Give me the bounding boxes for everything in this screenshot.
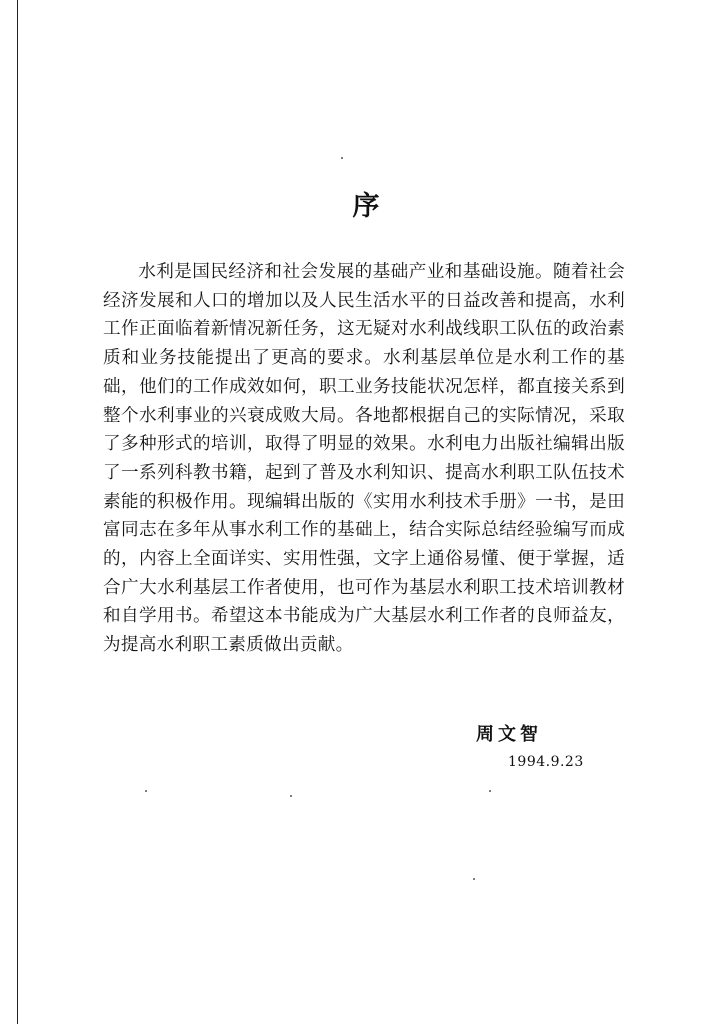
scan-speck xyxy=(473,878,475,880)
scan-speck xyxy=(290,795,292,797)
preface-paragraph: 水利是国民经济和社会发展的基础产业和基础设施。随着社会经济发展和人口的增加以及人民生活水平的日益改善和提高，水利工作正面临着新情况新任务，这无疑对水利战线职工队伍的政治素质和业务技能提出了更高的要求。水利基层单位是水利工作的基础，他们的工作成效如何，职工业务技能状况怎样，都直接关系到整个水利事业的兴衰成败大局。各地都根据自己的实际情况，采取了多种形式的培训，取得了明显的效果。水利电力出版社编辑出版了一系列科教书籍，起到了普及水利知识、提高水利职工队伍技术素能的积极作用。现编辑出版的《实用水利技术手册》一书，是田富同志在多年从事水利工作的基础上，结合实际总结经验编写而成的，内容上全面详实、实用性强，文字上通俗易懂、便于掌握，适合广大水利基层工作者使用，也可作为基层水利职工技术培训教材和自学用书。希望这本书能成为广大基层水利工作者的良师益友，为提高水利职工素质做出贡献。 xyxy=(103,262,625,656)
binding-edge-line xyxy=(17,0,18,1024)
scan-speck xyxy=(489,790,491,792)
scan-speck xyxy=(341,157,343,159)
preface-title: 序 xyxy=(352,191,382,222)
scan-speck xyxy=(145,790,147,792)
signature-date: 1994.9.23 xyxy=(508,754,584,770)
author-signature: 周文智 xyxy=(476,724,542,745)
